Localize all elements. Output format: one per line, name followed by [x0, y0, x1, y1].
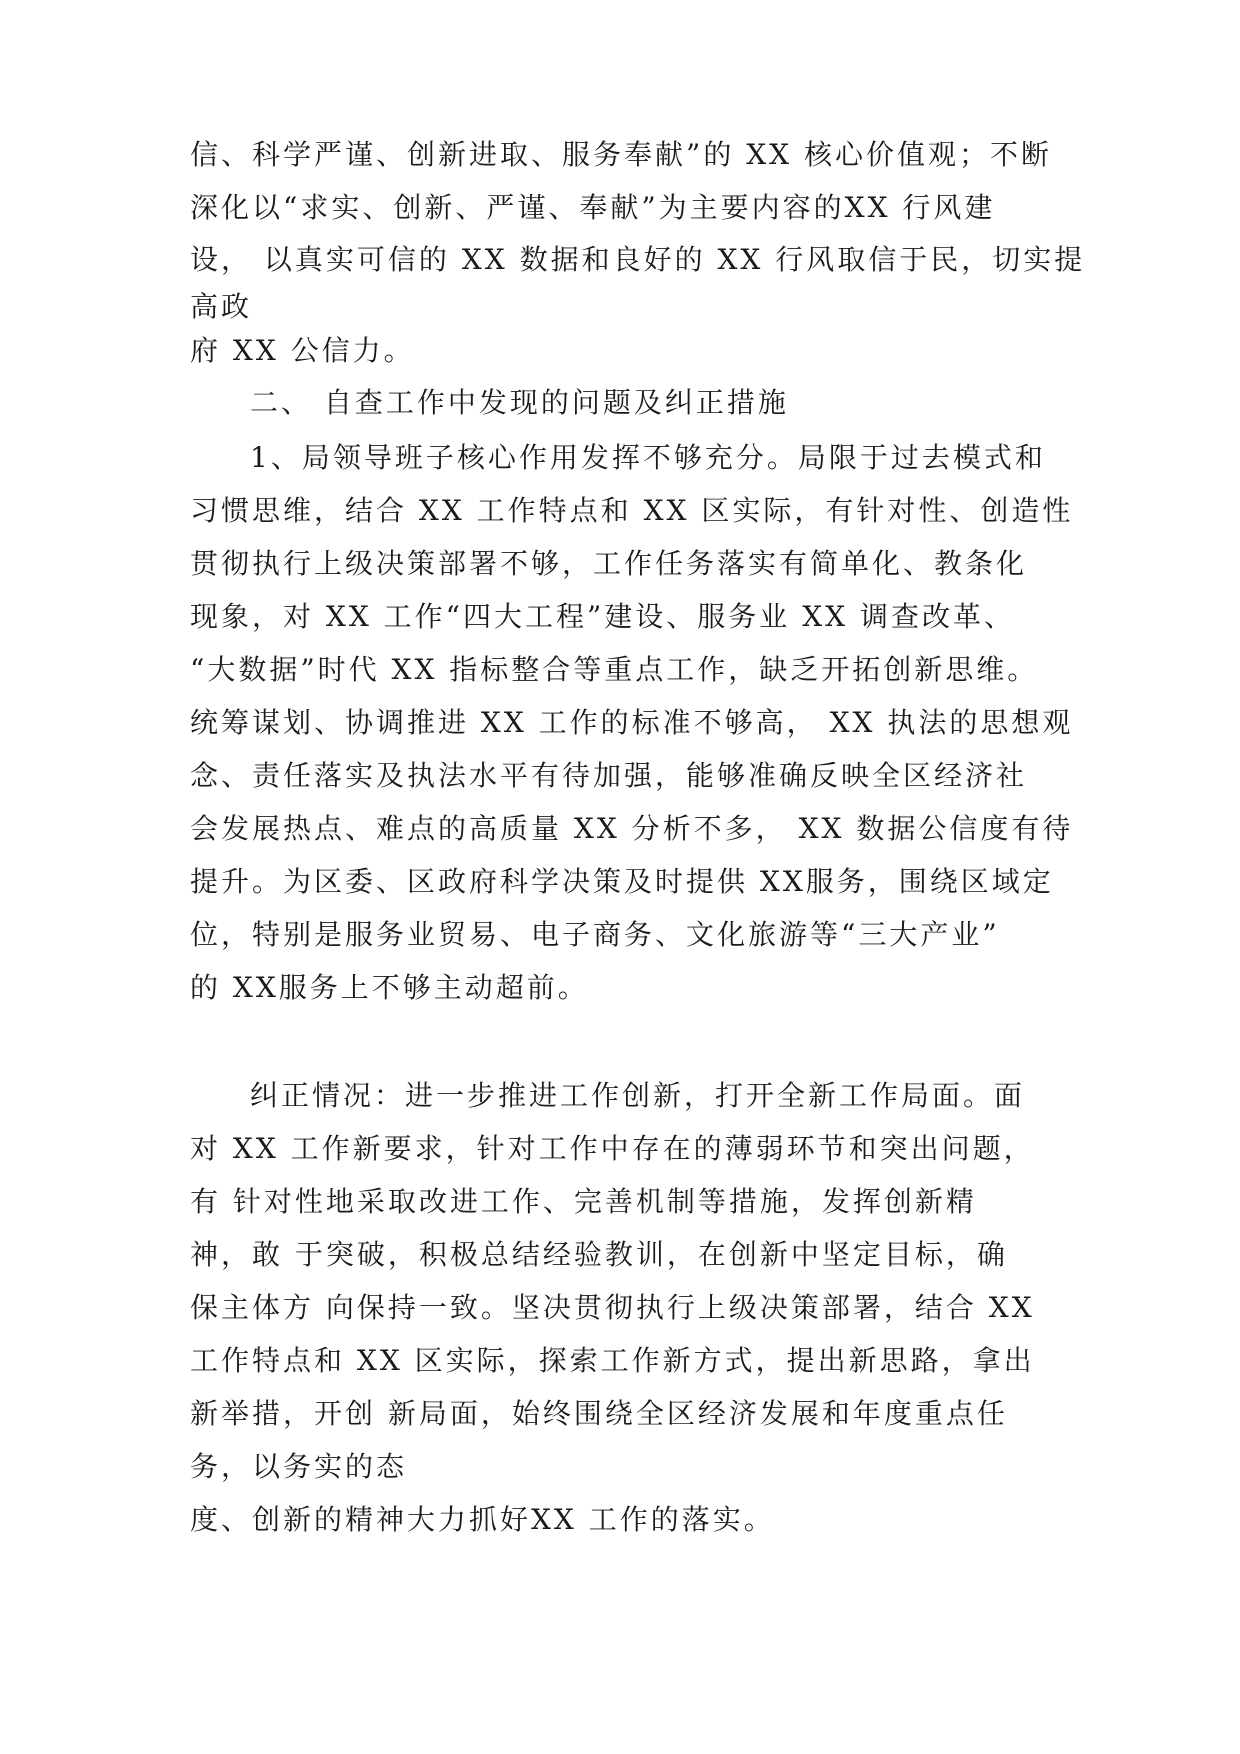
body-line: 的 XX服务上不够主动超前。 [190, 971, 589, 1004]
body-line: “大数据”时代 XX 指标整合等重点工作，缺乏开拓创新思维。 [190, 653, 1039, 686]
body-line: 工作特点和 XX 区实际，探索工作新方式，提出新思路，拿出 [190, 1344, 1035, 1377]
body-line: 度、创新的精神大力抓好XX 工作的落实。 [190, 1503, 775, 1536]
body-line: 设， 以真实可信的 XX 数据和良好的 XX 行风取信于民，切实提 [190, 243, 1086, 276]
body-line: 府 XX 公信力。 [190, 334, 415, 367]
body-line: 提升。为区委、区政府科学决策及时提供 XX服务，围绕区域定 [190, 865, 1054, 898]
body-line: 习惯思维，结合 XX 工作特点和 XX 区实际，有针对性、创造性 [190, 494, 1074, 527]
body-line: 念、责任落实及执法水平有待加强，能够准确反映全区经济社 [190, 759, 1028, 792]
body-line: 会发展热点、难点的高质量 XX 分析不多， XX 数据公信度有待 [190, 812, 1074, 845]
body-line: 新举措，开创 新局面，始终围绕全区经济发展和年度重点任 [190, 1397, 1008, 1430]
body-line: 位，特别是服务业贸易、电子商务、文化旅游等“三大产业” [190, 918, 1000, 951]
body-line: 深化以“求实、创新、严谨、奉献”为主要内容的XX 行风建 [190, 191, 996, 224]
body-line: 贯彻执行上级决策部署不够，工作任务落实有简单化、教条化 [190, 547, 1028, 580]
body-line: 统筹谋划、协调推进 XX 工作的标准不够高， XX 执法的思想观 [190, 706, 1074, 739]
section-heading: 二、 自查工作中发现的问题及纠正措施 [250, 386, 789, 419]
body-line: 务，以务实的态 [190, 1450, 408, 1483]
body-line: 神，敢 于突破，积极总结经验教训，在创新中坚定目标，确 [190, 1238, 1008, 1271]
body-line: 高政 [190, 290, 253, 323]
body-line: 信、科学严谨、创新进取、服务奉献”的 XX 核心价值观；不断 [190, 138, 1052, 171]
body-line: 有 针对性地采取改进工作、完善机制等措施，发挥创新精 [190, 1185, 977, 1218]
body-line: 1、局领导班子核心作用发挥不够充分。局限于过去模式和 [250, 441, 1046, 474]
body-line: 纠正情况：进一步推进工作创新，打开全新工作局面。面 [250, 1079, 1026, 1112]
body-line: 保主体方 向保持一致。坚决贯彻执行上级决策部署，结合 XX [190, 1291, 1035, 1324]
body-line: 现象，对 XX 工作“四大工程”建设、服务业 XX 调查改革、 [190, 600, 1015, 633]
body-line: 对 XX 工作新要求，针对工作中存在的薄弱环节和突出问题， [190, 1132, 1035, 1165]
